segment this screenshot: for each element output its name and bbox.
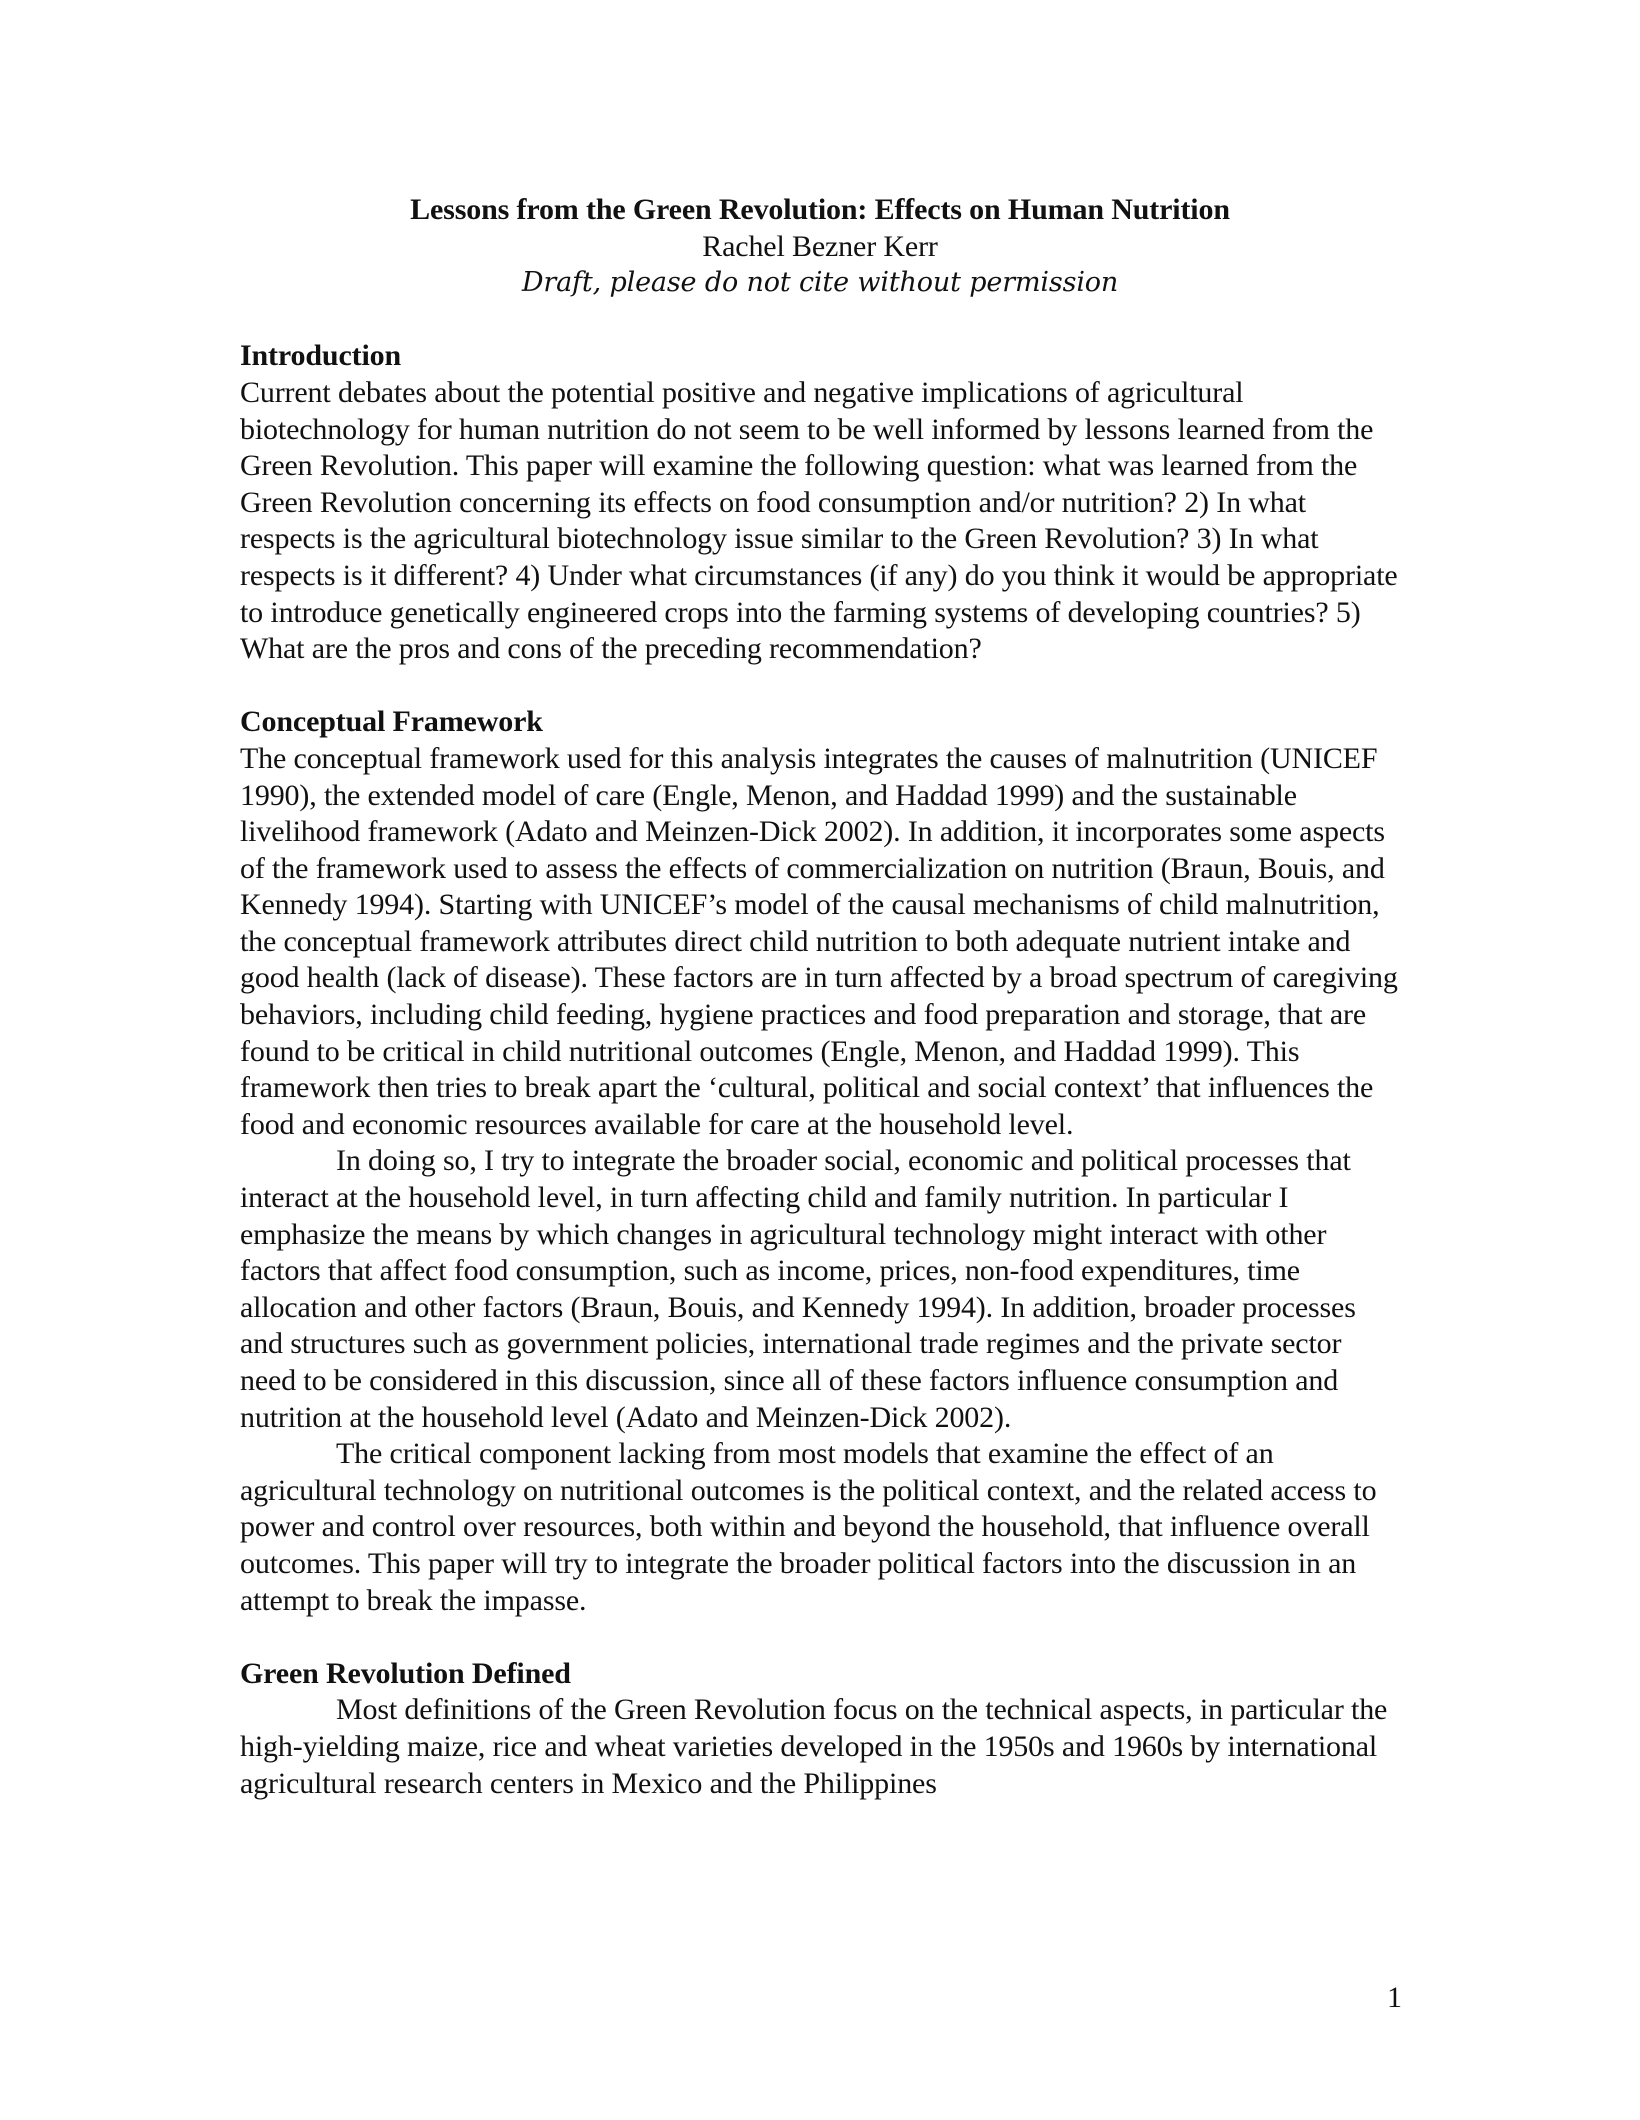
paragraph: In doing so, I try to integrate the broader social, economic and political processes that interact at the household level, in turn affecting child and family nutrition. In particular I emphasize the means by which changes in agricultural technology might interact with other factors that affect food consumption, such as income, prices, non-food expenditures, time allocation and other factors (Braun, Bouis, and Kennedy 1994). In addition, broader processes and structures such as government policies, international trade regimes and the private sector need to be considered in this discussion, since all of these factors influence consumption and nutrition at the household level (Adato and Meinzen-Dick 2002). [240,1144,1356,1434]
spacer [240,1619,1400,1656]
section-heading: Introduction [240,339,402,373]
section-green-revolution-defined [240,1656,1400,1802]
spacer [240,302,1400,339]
section-heading: Green Revolution Defined [240,1656,571,1690]
document-body [240,192,1400,1802]
document-author: Rachel Bezner Kerr [702,229,938,263]
paragraph: Current debates about the potential positive and negative implications of agricultural biotechnology for human nutrition do not seem to be well informed by lessons learned from the Green Revolution. This paper will examine the following question: what was learned from the Green Revolution concerning its effects on food consumption and/or nutrition? 2) In what respects is the agricultural biotechnology issue similar to the Green Revolution? 3) In what respects is it different? 4) Under what circumstances (if any) do you think it would be appropriate to introduce genetically engineered crops into the farming systems of developing countries? 5) What are the pros and cons of the preceding recommendation? [240,375,1398,666]
paragraph: Most definitions of the Green Revolution focus on the technical aspects, in particular the high-yielding maize, rice and wheat varieties developed in the 1950s and 1960s by international agricultural research centers in Mexico and the Philippines [240,1693,1388,1800]
paragraph: The critical component lacking from most models that examine the effect of an agricultural technology on nutritional outcomes is the political context, and the related access to power and control over resources, both within and beyond the household, that influence overall outcomes. This paper will try to integrate the broader political factors into the discussion in an attempt to break the impasse. [240,1437,1377,1617]
draft-note: Draft, please do not cite without permission [521,267,1119,299]
spacer [240,668,1400,705]
paragraph: The conceptual framework used for this analysis integrates the causes of malnutrition (UNICEF 1990), the extended model of care (Engle, Menon, and Haddad 1999) and the sustainable livelihood framework (Adato and Meinzen-Dick 2002). In addition, it incorporates some aspects of the framework used to assess the effects of commercialization on nutrition (Braun, Bouis, and Kennedy 1994). Starting with UNICEF’s model of the causal mechanisms of child malnutrition, the conceptual framework attributes direct child nutrition to both adequate nutrient intake and good health (lack of disease). These factors are in turn affected by a broad spectrum of caregiving behaviors, including child feeding, hygiene practices and food preparation and storage, that are found to be critical in child nutritional outcomes (Engle, Menon, and Haddad 1999). This framework then tries to break apart the ‘cultural, political and social context’ that influences the food and economic resources available for care at the household level. [240,741,1398,1141]
page-number: 1 [1387,1981,1402,2014]
document-title: Lessons from the Green Revolution: Effects on Human Nutrition [410,193,1230,226]
section-conceptual-framework [240,704,1400,1619]
section-heading: Conceptual Framework [240,705,543,739]
section-introduction [240,338,1400,667]
